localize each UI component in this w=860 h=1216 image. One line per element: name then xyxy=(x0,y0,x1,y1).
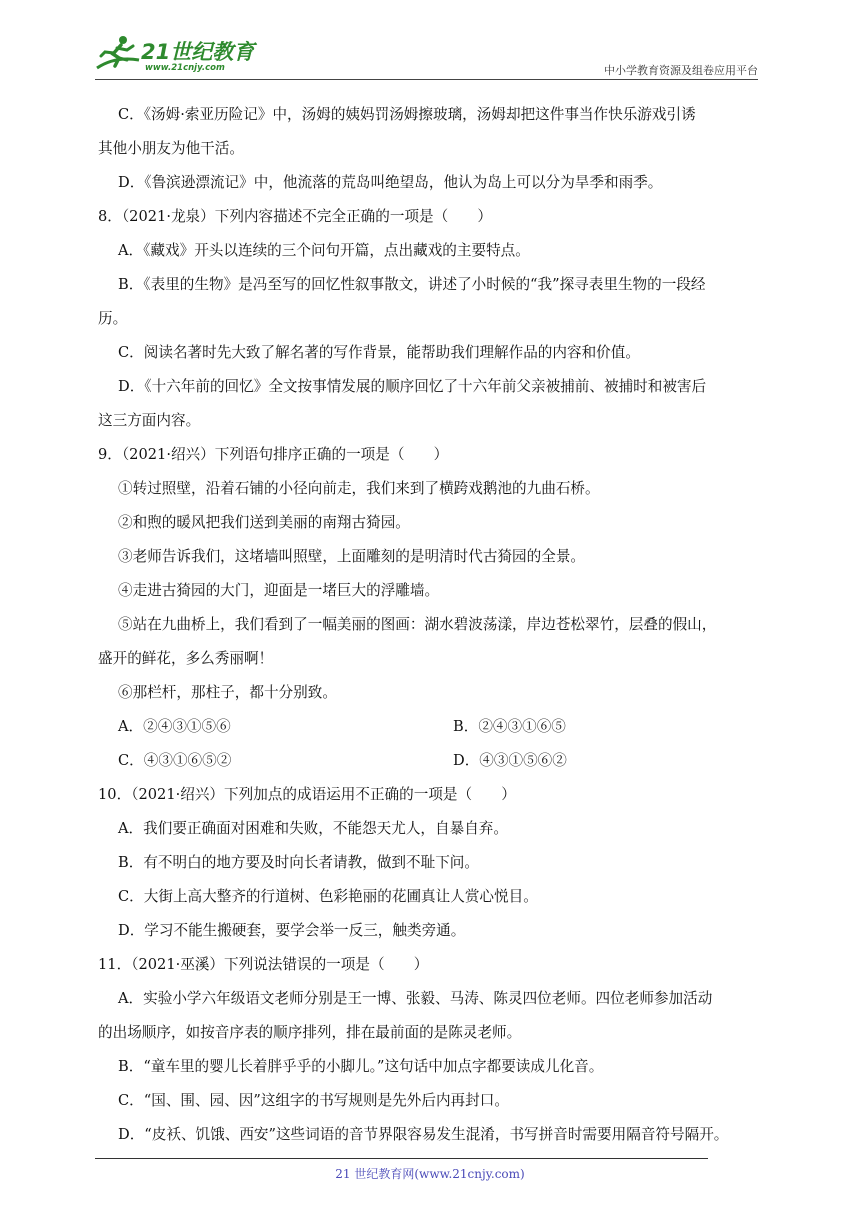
header-divider xyxy=(95,79,758,80)
option-d-line: D．《十六年前的回忆》全文按事情发展的顺序回忆了十六年前父亲被捕前、被捕时和被害后 xyxy=(118,378,707,395)
continuation-line: 的出场顺序，如按音序表的顺序排列，排在最前面的是陈灵老师。 xyxy=(98,1024,522,1041)
logo xyxy=(95,34,265,78)
question-9-stem: 9．（2021·绍兴）下列语句排序正确的一项是（ ） xyxy=(98,446,449,463)
continuation-line: 其他小朋友为他干活。 xyxy=(98,140,244,157)
question-10-stem: 10．（2021·绍兴）下列加点的成语运用不正确的一项是（ ） xyxy=(98,786,516,803)
question-11-stem: 11．（2021·巫溪）下列说法错误的一项是（ ） xyxy=(98,956,429,973)
continuation-line: 历。 xyxy=(98,310,128,327)
sentence-2: ②和煦的暖风把我们送到美丽的南翔古猗园。 xyxy=(118,514,410,531)
sentence-1: ①转过照壁，沿着石铺的小径向前走，我们来到了横跨戏鹅池的九曲石桥。 xyxy=(118,480,600,497)
runner-logo-icon xyxy=(95,34,141,74)
sentence-6: ⑥那栏杆，那柱子，都十分别致。 xyxy=(118,684,337,701)
sentence-4: ④走进古猗园的大门，迎面是一堵巨大的浮雕墙。 xyxy=(118,582,440,599)
option-a-line: A．我们要正确面对困难和失败，不能怨天尤人，自暴自弃。 xyxy=(118,820,508,837)
option-c-line: C．阅读名著时先大致了解名著的写作背景，能帮助我们理解作品的内容和价值。 xyxy=(118,344,640,361)
header-tagline: 中小学教育资源及组卷应用平台 xyxy=(604,64,758,77)
option-c: C．④③①⑥⑤② xyxy=(118,752,232,769)
option-a-line: A．实验小学六年级语文老师分别是王一博、张毅、马涛、陈灵四位老师。四位老师参加活动 xyxy=(118,990,713,1007)
option-b: B．②④③①⑥⑤ xyxy=(453,718,566,735)
question-8-stem: 8．（2021·龙泉）下列内容描述不完全正确的一项是（ ） xyxy=(98,208,493,225)
option-d-line: D．学习不能生搬硬套，要学会举一反三，触类旁通。 xyxy=(118,922,466,939)
option-d-line: D．《鲁滨逊漂流记》中，他流落的荒岛叫绝望岛，他认为岛上可以分为旱季和雨季。 xyxy=(118,174,663,191)
option-a-line: A．《藏戏》开头以连续的三个问句开篇，点出藏戏的主要特点。 xyxy=(118,242,530,259)
continuation-line: 盛开的鲜花，多么秀丽啊！ xyxy=(98,650,274,667)
logo-url: www.21cnjy.com xyxy=(145,63,225,73)
option-b-line: B．有不明白的地方要及时向长者请教，做到不耻下问。 xyxy=(118,854,479,871)
option-c-line: C．《汤姆·索亚历险记》中，汤姆的姨妈罚汤姆擦玻璃，汤姆却把这件事当作快乐游戏引诱 xyxy=(118,106,696,123)
sentence-3: ③老师告诉我们，这堵墙叫照壁，上面雕刻的是明清时代古猗园的全景。 xyxy=(118,548,586,565)
option-b-line: B．“童车里的婴儿长着胖乎乎的小脚儿。”这句话中加点字都要读成儿化音。 xyxy=(118,1058,604,1075)
sentence-5: ⑤站在九曲桥上，我们看到了一幅美丽的图画：湖水碧波荡漾，岸边苍松翠竹，层叠的假山， xyxy=(118,616,717,633)
logo-text: 21世纪教育 xyxy=(141,40,255,64)
option-c-line: C．大街上高大整齐的行道树、色彩艳丽的花圃真让人赏心悦目。 xyxy=(118,888,538,905)
option-d-line: D．“皮袄、饥饿、西安”这些词语的音节界限容易发生混淆，书写拼音时需要用隔音符号隔开。 xyxy=(118,1126,729,1143)
option-d: D．④③①⑤⑥② xyxy=(453,752,567,769)
option-a: A．②④③①⑤⑥ xyxy=(118,718,231,735)
option-c-line: C．“国、围、园、因”这组字的书写规则是先外后内再封口。 xyxy=(118,1092,509,1109)
page-header xyxy=(95,30,758,78)
footer-divider xyxy=(95,1158,708,1159)
page-footer: 21 世纪教育网(www.21cnjy.com) xyxy=(335,1167,525,1181)
continuation-line: 这三方面内容。 xyxy=(98,412,201,429)
option-b-line: B．《表里的生物》是冯至写的回忆性叙事散文，讲述了小时候的“我”探寻表里生物的一段经 xyxy=(118,276,706,293)
